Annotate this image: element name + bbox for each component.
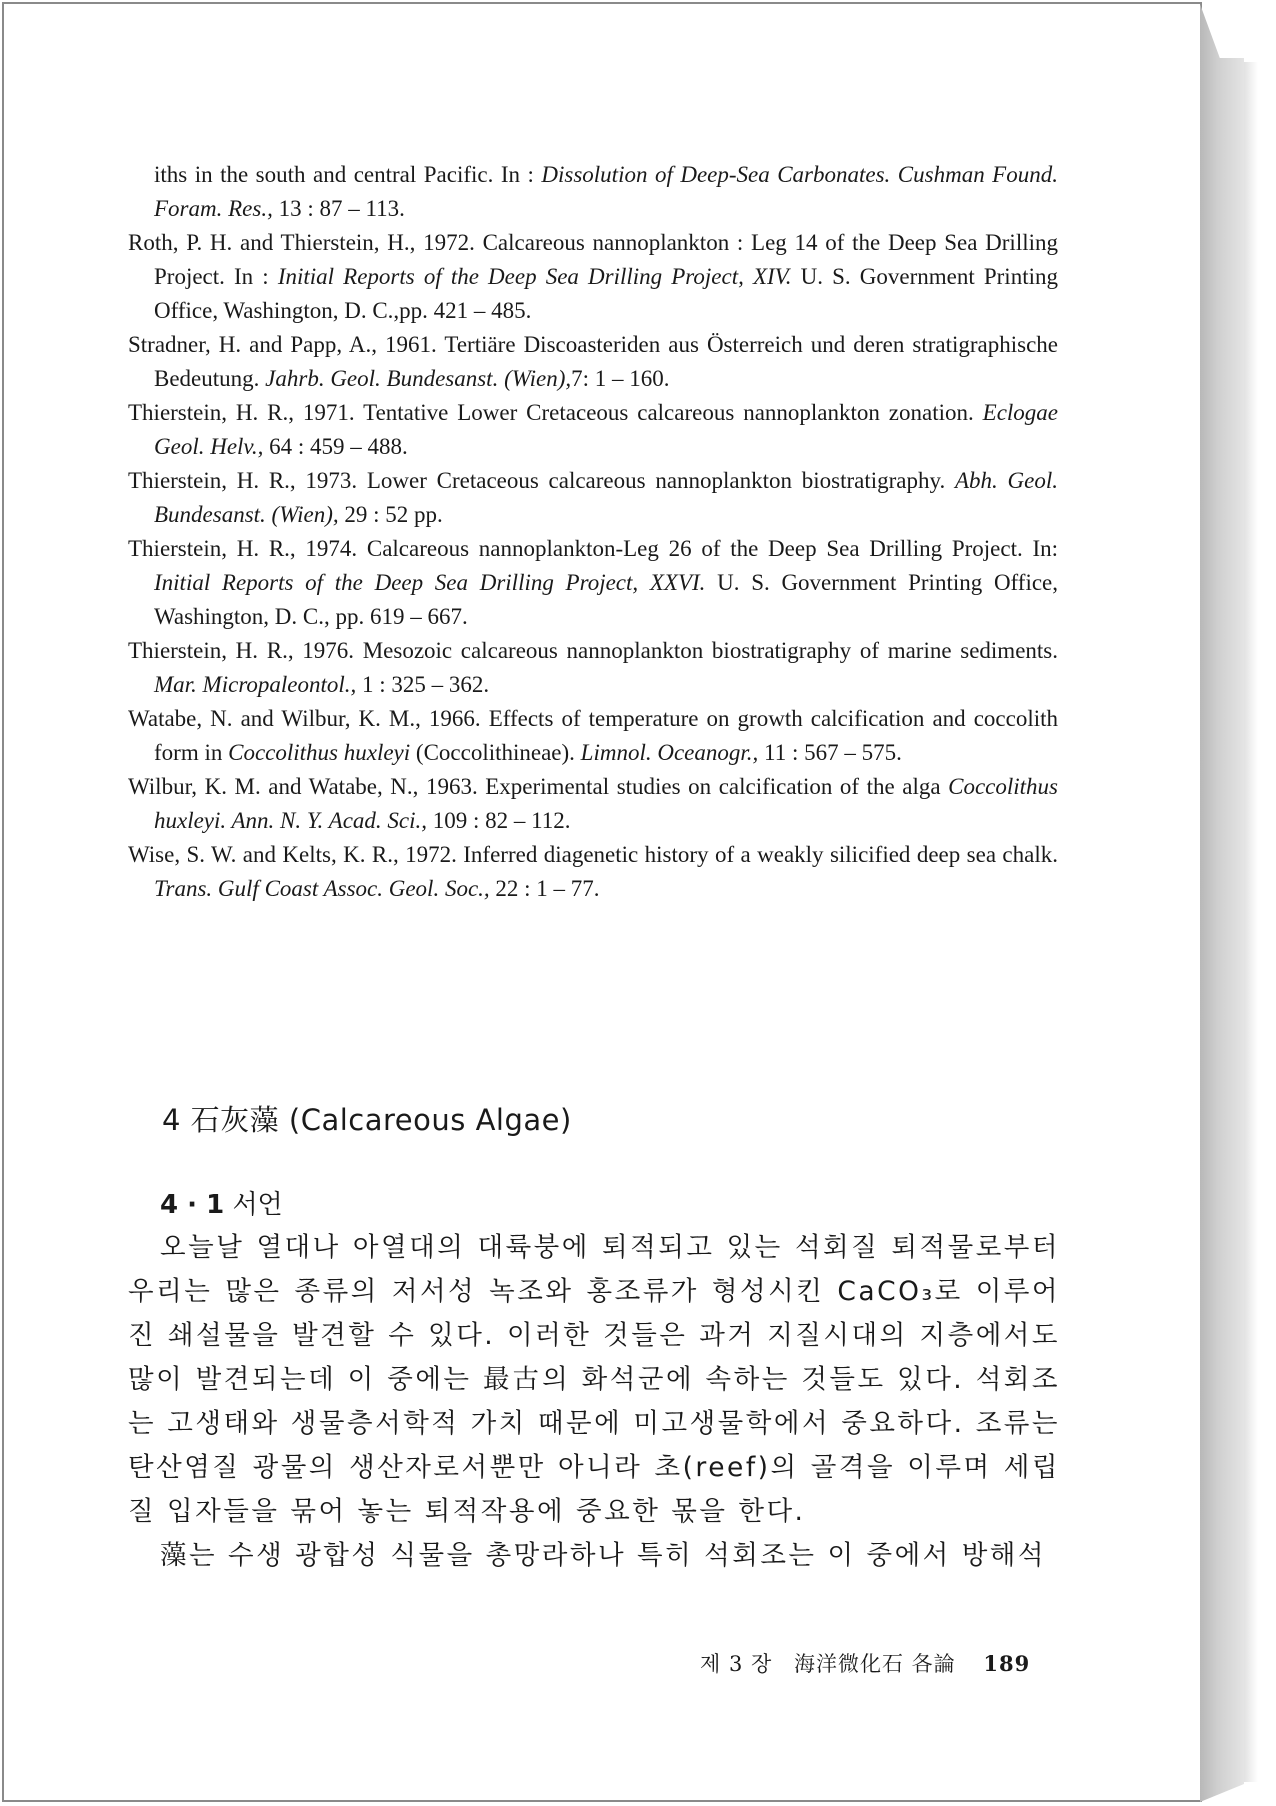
- reference-item: Thierstein, H. R., 1971. Tentative Lower Cretaceous calcareous nannoplankton zonation. Eclogae Geol. Helv., 64 : 459 – 488.: [128, 400, 1058, 459]
- reference-item: Stradner, H. and Papp, A., 1961. Tertiäre Discoasteriden aus Österreich und deren stratigraphische Bedeutung. Jahrb. Geol. Bundesanst. (Wien),7: 1 – 160.: [128, 332, 1058, 391]
- reference-item: Wise, S. W. and Kelts, K. R., 1972. Inferred diagenetic history of a weakly silicified deep sea chalk. Trans. Gulf Coast Assoc. Geol. Soc., 22 : 1 – 77.: [128, 842, 1058, 901]
- page-number: 189: [983, 1651, 1031, 1676]
- footer-title: 海洋微化石 各論: [793, 1652, 956, 1676]
- reference-item: Thierstein, H. R., 1974. Calcareous nannoplankton-Leg 26 of the Deep Sea Drilling Project. In: Initial Reports of the Deep Sea Drilling Project, XXVI. U. S. Government Printing Office, Washington, D. C., pp. 619 – 667.: [128, 536, 1059, 629]
- subsection-heading: [160, 1184, 283, 1221]
- paragraph: 오늘날 열대나 아열대의 대륙붕에 퇴적되고 있는 석회질 퇴적물로부터 우리는 많은 종류의 저서성 녹조와 홍조류가 형성시킨 CaCO₃로 이루어진 쇄설물을 발견할 수 있다. 이러한 것들은 과거 지질시대의 지층에서도 많이 발견되는데 이 중에는 最古의 화석군에 속하는 것들도 있다. 석회조는 고생태와 생물층서학적 가치 때문에 미고생물학에서 중요하다. 조류는 탄산염질 광물의 생산자로서뿐만 아니라 초(reef)의 골격을 이루며 세립질 입자들을 묶어 놓는 퇴적작용에 중요한 몫을 한다.: [128, 1232, 1060, 1527]
- section-number: 4: [162, 1103, 181, 1137]
- page-footer: [700, 1648, 1030, 1678]
- body-text: [128, 1226, 1060, 1578]
- footer-chapter: 제 3 장: [700, 1652, 773, 1676]
- section-title: 石灰藻 (Calcareous Algae): [190, 1103, 572, 1137]
- page-edge: [1244, 62, 1258, 1782]
- paragraph: 藻는 수생 광합성 식물을 총망라하나 특히 석회조는 이 중에서 방해석: [160, 1540, 1046, 1571]
- reference-list: [128, 158, 1058, 906]
- page-spine: [1200, 4, 1244, 1802]
- section-heading: [162, 1098, 572, 1139]
- reference-item: Watabe, N. and Wilbur, K. M., 1966. Effects of temperature on growth calcification and coccolith form in Coccolithus huxleyi (Coccolithineae). Limnol. Oceanogr., 11 : 567 – 575.: [128, 706, 1058, 765]
- reference-item: Thierstein, H. R., 1973. Lower Cretaceous calcareous nannoplankton biostratigraphy. Abh. Geol. Bundesanst. (Wien), 29 : 52 pp.: [128, 468, 1058, 527]
- reference-item: Wilbur, K. M. and Watabe, N., 1963. Experimental studies on calcification of the alga Coccolithus huxleyi. Ann. N. Y. Acad. Sci., 109 : 82 – 112.: [128, 774, 1058, 833]
- subsection-title: 서언: [232, 1190, 283, 1220]
- reference-list-container: [128, 158, 1058, 906]
- reference-item: Roth, P. H. and Thierstein, H., 1972. Calcareous nannoplankton : Leg 14 of the Deep Sea Drilling Project. In : Initial Reports of the Deep Sea Drilling Project, XIV. U. S. Government Printing Office, Washington, D. C.,pp. 421 – 485.: [128, 230, 1058, 323]
- reference-item: iths in the south and central Pacific. In : Dissolution of Deep-Sea Carbonates. Cushman Found. Foram. Res., 13 : 87 – 113.: [154, 162, 1058, 221]
- subsection-number: 4 · 1: [160, 1190, 225, 1220]
- reference-item: Thierstein, H. R., 1976. Mesozoic calcareous nannoplankton biostratigraphy of marine sediments. Mar. Micropaleontol., 1 : 325 – 362.: [128, 638, 1058, 697]
